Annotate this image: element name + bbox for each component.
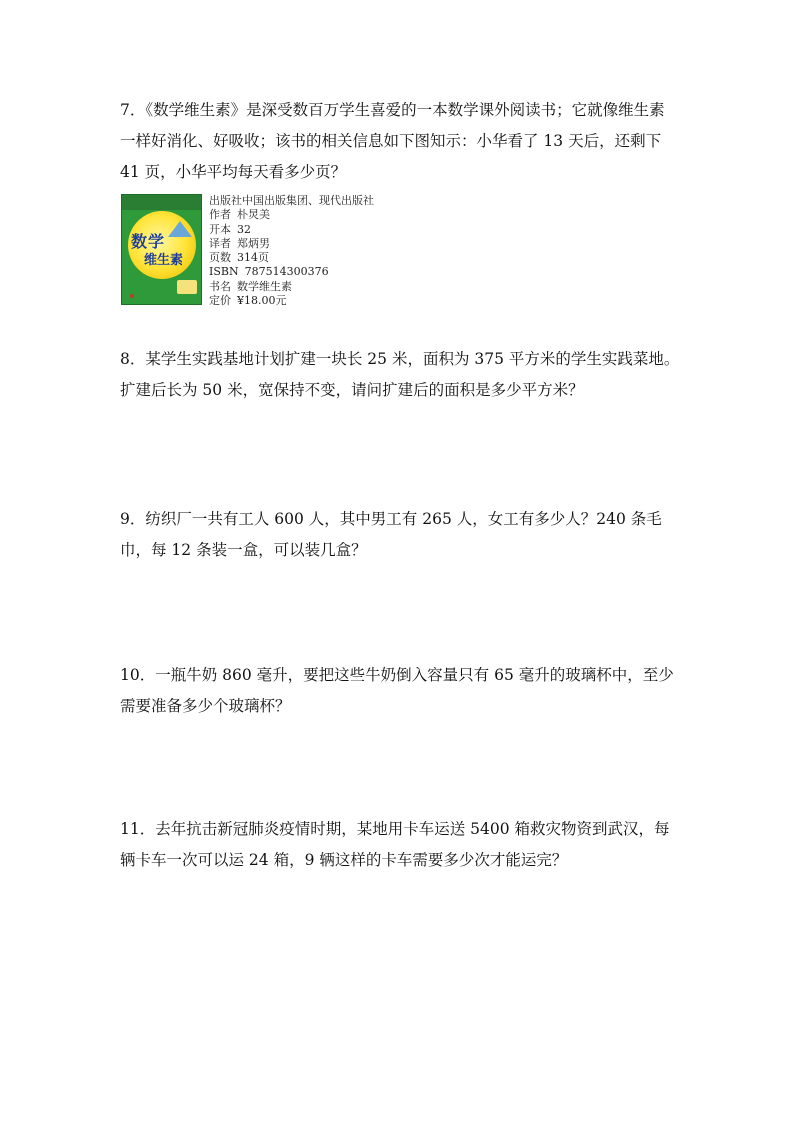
- book-isbn: 787514300376: [244, 265, 329, 279]
- book-price-row: [209, 294, 374, 308]
- question-7: 7．《数学维生素》是深受数百万学生喜爱的一本数学课外阅读书；它就像维生素一样好消化、好吸收；该书的相关信息如下图知示：小华看了 13 天后，还剩下 41 页，小华平均每天看多少页？: [120, 101, 665, 181]
- book-details: [209, 194, 374, 308]
- cover-top-band: [122, 195, 201, 210]
- book-isbn-row: [209, 265, 374, 279]
- book-format: 32: [237, 222, 251, 236]
- book-pages-label: 页数: [209, 251, 231, 265]
- cover-title-line1: 数学: [131, 232, 166, 251]
- book-info-figure: [121, 194, 441, 309]
- book-translator-label: 译者: [209, 236, 231, 250]
- book-format-row: [209, 223, 374, 237]
- cover-badge: [177, 280, 197, 294]
- book-title-row: [209, 280, 374, 294]
- book-price: ¥18.00元: [237, 294, 287, 308]
- book-publisher-row: [209, 194, 374, 208]
- question-8: 8．某学生实践基地计划扩建一块长 25 米，面积为 375 平方米的学生实践菜地。扩建后长为 50 米，宽保持不变，请问扩建后的面积是多少平方米？: [120, 350, 680, 399]
- book-pages-row: [209, 251, 374, 265]
- book-publisher: 出版社中国出版集团、现代出版社: [209, 194, 374, 207]
- book-price-label: 定价: [209, 294, 231, 308]
- cover-pyramid-graphic: [168, 221, 192, 237]
- question-10: 10．一瓶牛奶 860 毫升，要把这些牛奶倒入容量只有 65 毫升的玻璃杯中，至少需要准备多少个玻璃杯？: [120, 666, 674, 715]
- book-author-label: 作者: [209, 208, 231, 222]
- cover-title-line2: 维生素: [144, 253, 184, 268]
- book-title-label: 书名: [209, 279, 231, 293]
- book-author: 朴炅美: [237, 208, 270, 222]
- book-translator: 郑炳男: [237, 236, 270, 250]
- cover-publisher-logo: [130, 294, 134, 298]
- book-cover-image: [121, 194, 202, 305]
- book-isbn-label: ISBN: [209, 265, 239, 279]
- question-9: 9．纺织厂一共有工人 600 人，其中男工有 265 人，女工有多少人？240 条毛巾，每 12 条装一盒，可以装几盒？: [120, 510, 662, 559]
- book-author-row: [209, 208, 374, 222]
- book-format-label: 开本: [209, 222, 231, 236]
- book-pages: 314页: [237, 251, 269, 265]
- book-title: 数学维生素: [237, 279, 292, 293]
- book-translator-row: [209, 237, 374, 251]
- question-11: 11．去年抗击新冠肺炎疫情时期，某地用卡车运送 5400 箱救灾物资到武汉，每辆卡车一次可以运 24 箱，9 辆这样的卡车需要多少次才能运完？: [120, 820, 670, 869]
